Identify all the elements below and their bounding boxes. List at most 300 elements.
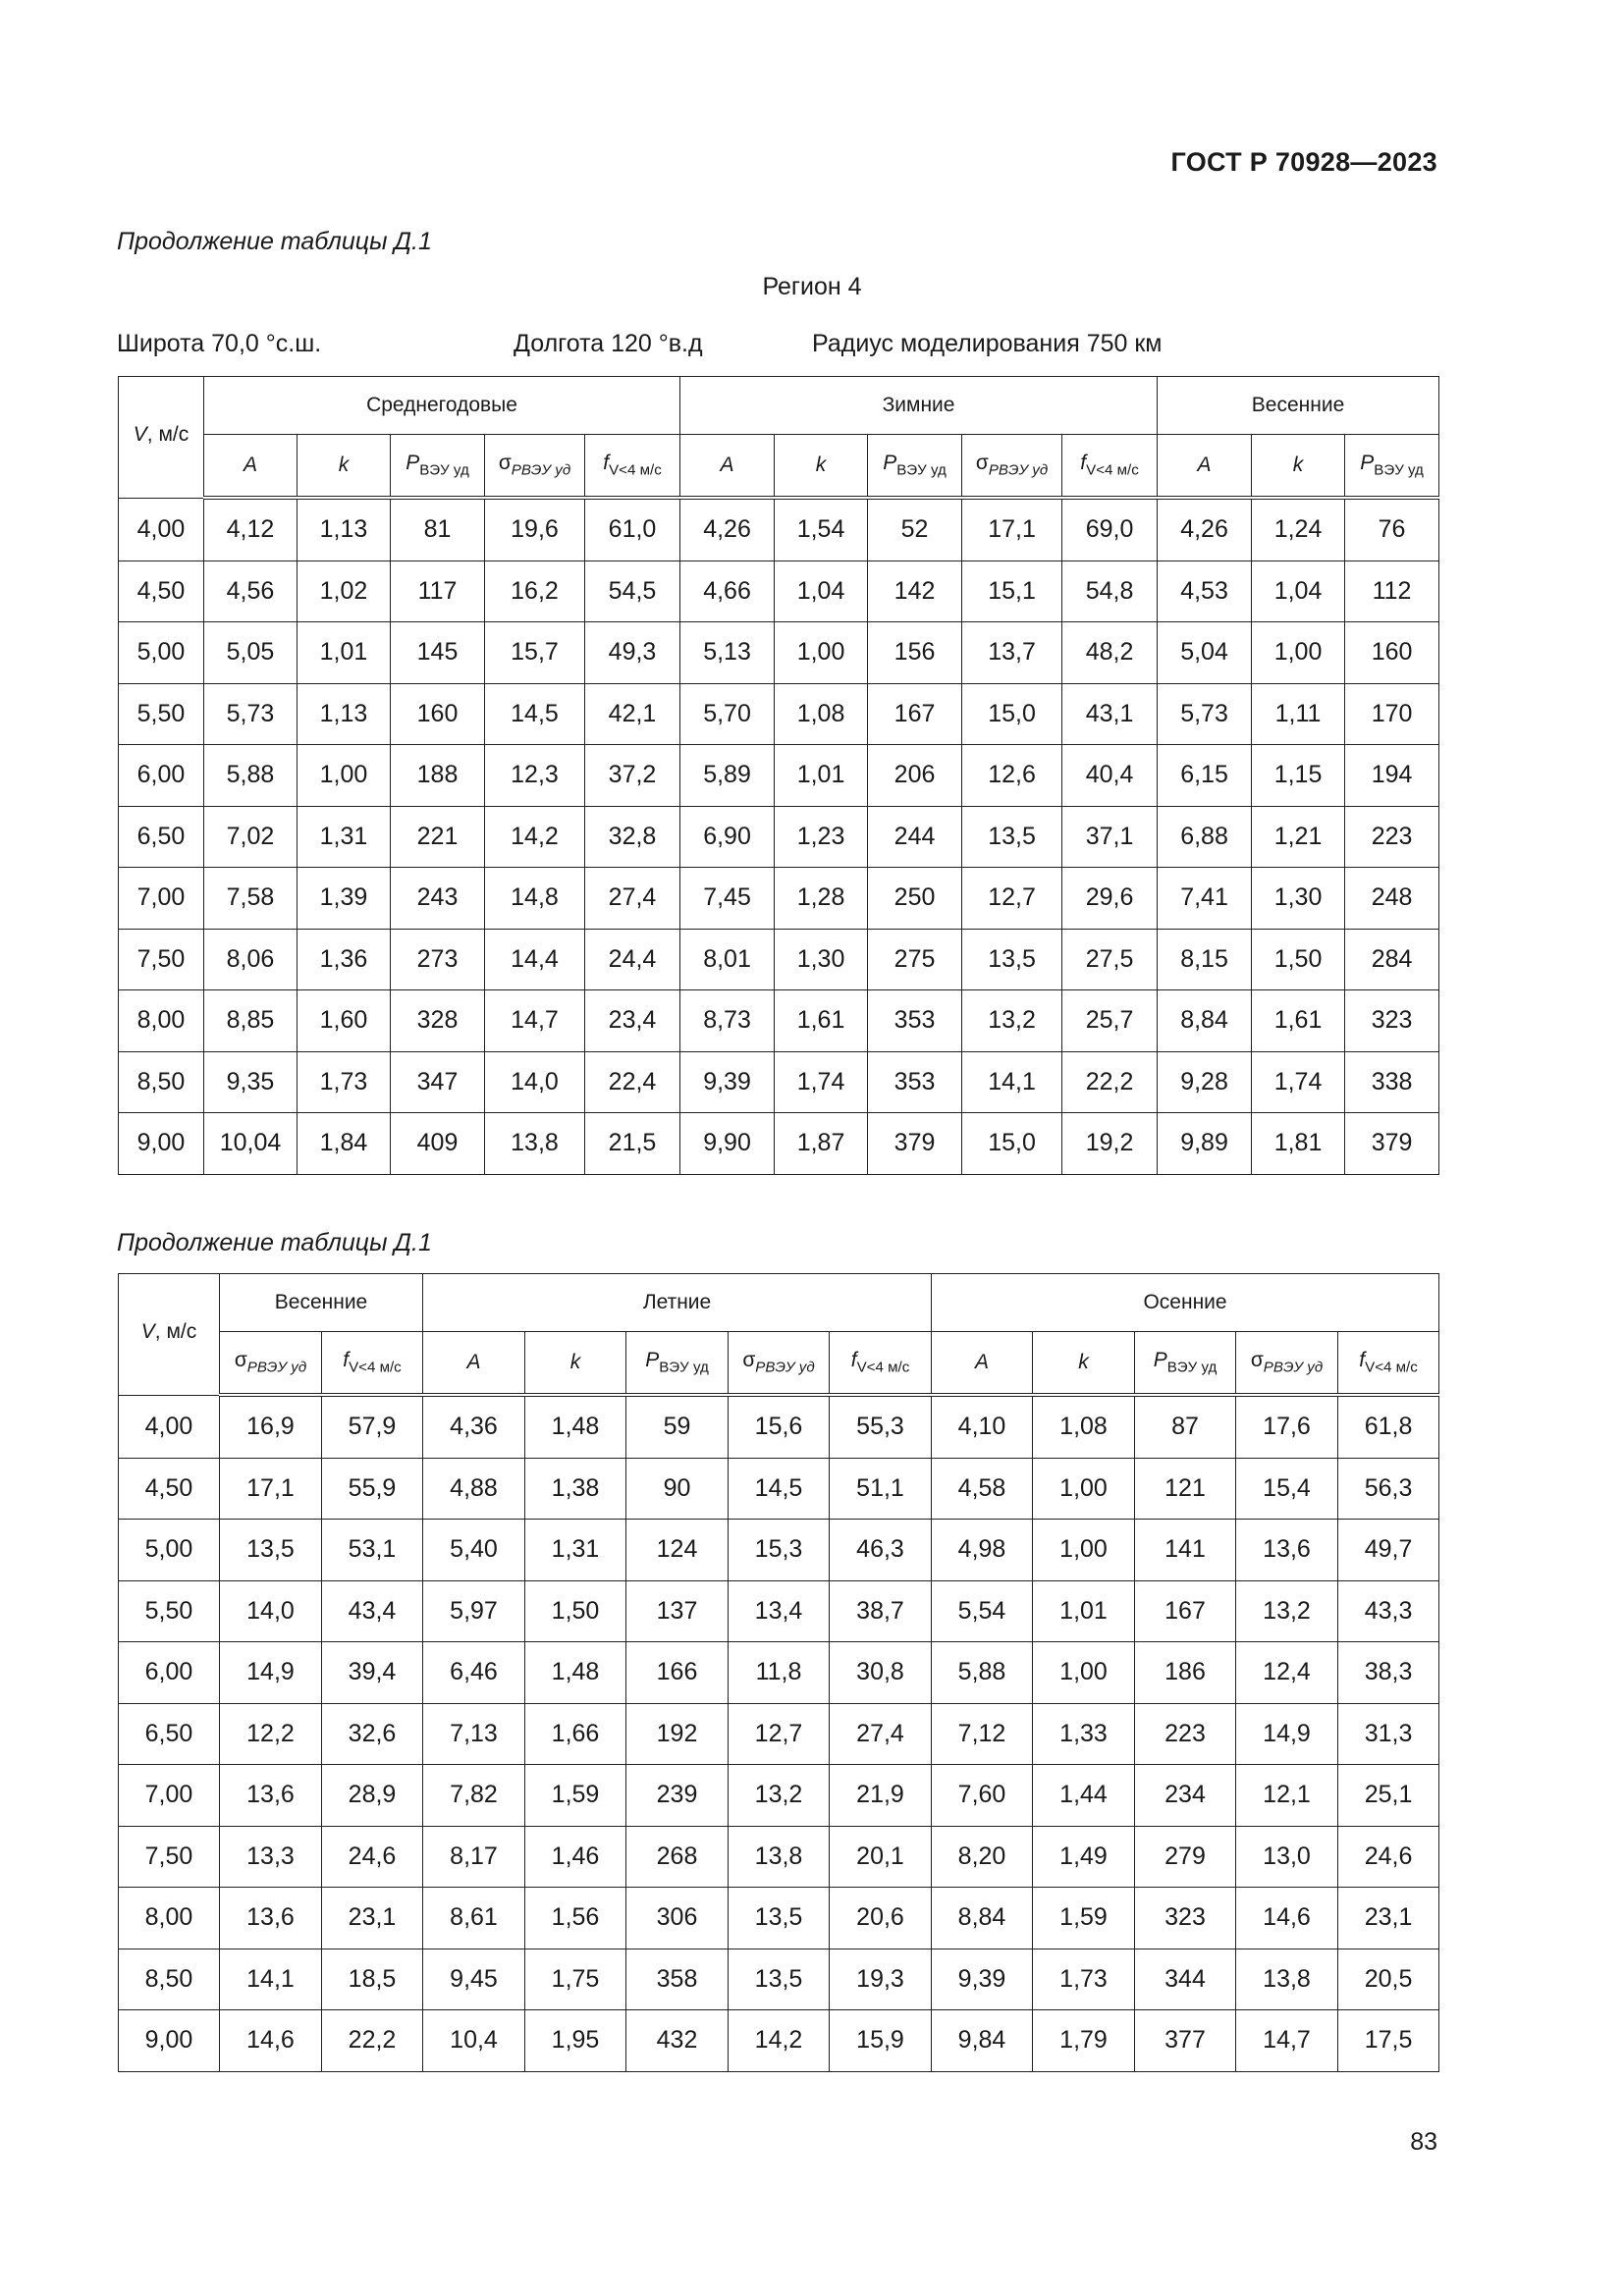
table-cell: 4,10 [932,1395,1033,1458]
header-p: $P_{ВЭУ уд}$ [1345,435,1439,499]
group-header-annual: Среднегодовые [204,377,680,435]
table-cell: 194 [1345,745,1439,807]
table-cell: 10,4 [423,2010,525,2072]
table-cell: 160 [1345,622,1439,684]
wind-speed-cell: 8,50 [119,1051,204,1113]
table-cell: 1,44 [1033,1765,1135,1827]
table-cell: 24,6 [322,1826,423,1888]
table-cell: 5,04 [1158,622,1252,684]
table-cell: 323 [1345,990,1439,1052]
header-f: $f_{V<4 м/с}$ [585,435,680,499]
table-cell: 323 [1135,1888,1236,1949]
table-row [119,806,1439,868]
table-cell: 353 [868,1051,962,1113]
table-cell: 9,39 [932,1949,1033,2010]
table-cell: 10,04 [204,1113,298,1175]
table-cell: 14,1 [962,1051,1062,1113]
table-cell: 1,61 [775,990,868,1052]
table-cell: 1,73 [1033,1949,1135,2010]
table-cell: 13,6 [220,1765,322,1827]
table-cell: 15,0 [962,1113,1062,1175]
header-f: $f_{V<4 м/с}$ [830,1332,932,1396]
table-cell: 25,1 [1338,1765,1439,1827]
table-cell: 40,4 [1062,745,1158,807]
table-cell: 13,2 [729,1765,830,1827]
table-cell: 13,2 [962,990,1062,1052]
table-cell: 13,7 [962,622,1062,684]
wind-speed-cell: 4,00 [119,1395,220,1458]
table-cell: 142 [868,561,962,622]
table-row [119,498,1439,561]
table-cell: 12,3 [485,745,585,807]
table-cell: 19,6 [485,498,585,561]
wind-speed-cell: 6,50 [119,806,204,868]
table-row [119,868,1439,930]
table-cell: 223 [1345,806,1439,868]
header-f: $f_{V<4 м/с}$ [1062,435,1158,499]
table-cell: 19,2 [1062,1113,1158,1175]
table-cell: 1,81 [1252,1113,1345,1175]
table-cell: 23,1 [322,1888,423,1949]
table-cell: 4,66 [680,561,775,622]
table-cell: 14,6 [220,2010,322,2072]
table-cell: 358 [626,1949,729,2010]
table-cell: 4,26 [1158,498,1252,561]
table-cell: 1,23 [775,806,868,868]
table-cell: 5,89 [680,745,775,807]
wind-table-2 [118,1273,1439,2072]
table-cell: 14,9 [1236,1703,1338,1765]
table-cell: 46,3 [830,1520,932,1581]
table-cell: 1,59 [1033,1888,1135,1949]
table-cell: 69,0 [1062,498,1158,561]
table-cell: 5,73 [1158,683,1252,745]
table-cell: 1,50 [525,1580,626,1642]
header-k: k [775,435,868,499]
wind-speed-cell: 7,00 [119,868,204,930]
table-cell: 13,8 [1236,1949,1338,2010]
header-sigma: $\sigma_{PВЭУ уд}$ [729,1332,830,1396]
table-cell: 39,4 [322,1642,423,1704]
table-cell: 1,00 [1033,1642,1135,1704]
table-cell: 273 [391,929,485,990]
table-cell: 1,56 [525,1888,626,1949]
table-row [119,622,1439,684]
table-cell: 14,0 [485,1051,585,1113]
table-cell: 284 [1345,929,1439,990]
table-cell: 1,38 [525,1458,626,1520]
table-cell: 5,73 [204,683,298,745]
table-cell: 250 [868,868,962,930]
table-cell: 55,9 [322,1458,423,1520]
table-cell: 22,2 [322,2010,423,2072]
table-cell: 49,7 [1338,1520,1439,1581]
table-cell: 432 [626,2010,729,2072]
table-cell: 51,1 [830,1458,932,1520]
table-cell: 27,4 [585,868,680,930]
table-cell: 1,21 [1252,806,1345,868]
wind-speed-cell: 6,00 [119,745,204,807]
table-cell: 5,88 [204,745,298,807]
table-cell: 17,5 [1338,2010,1439,2072]
table-cell: 1,46 [525,1826,626,1888]
table-cell: 5,54 [932,1580,1033,1642]
table-cell: 1,01 [1033,1580,1135,1642]
region-title: Регион 4 [762,273,862,300]
table-cell: 12,7 [962,868,1062,930]
table-cell: 121 [1135,1458,1236,1520]
table-cell: 1,08 [1033,1395,1135,1458]
table-cell: 1,01 [775,745,868,807]
table-cell: 12,2 [220,1703,322,1765]
table-cell: 4,88 [423,1458,525,1520]
table-cell: 223 [1135,1703,1236,1765]
table-cell: 14,5 [485,683,585,745]
table-cell: 16,9 [220,1395,322,1458]
table-cell: 1,36 [298,929,391,990]
table-row [119,1051,1439,1113]
table-cell: 18,5 [322,1949,423,2010]
table-cell: 6,90 [680,806,775,868]
table-cell: 1,00 [1252,622,1345,684]
table-cell: 5,05 [204,622,298,684]
table-cell: 4,26 [680,498,775,561]
wind-speed-cell: 5,00 [119,1520,220,1581]
document-number: ГОСТ Р 70928—2023 [1170,147,1437,177]
table-cell: 7,13 [423,1703,525,1765]
table-cell: 8,85 [204,990,298,1052]
table-cell: 112 [1345,561,1439,622]
table-cell: 1,87 [775,1113,868,1175]
header-p: $P_{ВЭУ уд}$ [391,435,485,499]
table-cell: 54,8 [1062,561,1158,622]
table-cell: 8,84 [1158,990,1252,1052]
table-cell: 1,33 [1033,1703,1135,1765]
header-sigma: $\sigma_{PВЭУ уд}$ [220,1332,322,1396]
table2-body [119,1395,1439,2071]
header-a: A [423,1332,525,1396]
table-cell: 1,00 [1033,1458,1135,1520]
table-cell: 9,84 [932,2010,1033,2072]
header-a: A [1158,435,1252,499]
table-cell: 31,3 [1338,1703,1439,1765]
header-a: A [204,435,298,499]
table-cell: 1,50 [1252,929,1345,990]
table-cell: 29,6 [1062,868,1158,930]
table-cell: 13,6 [220,1888,322,1949]
table-cell: 21,9 [830,1765,932,1827]
table-cell: 145 [391,622,485,684]
table-cell: 1,11 [1252,683,1345,745]
table-cell: 170 [1345,683,1439,745]
table-cell: 7,02 [204,806,298,868]
table-row [119,1520,1439,1581]
table-cell: 15,9 [830,2010,932,2072]
table-cell: 13,5 [729,1888,830,1949]
table-row [119,1113,1439,1175]
table-cell: 15,6 [729,1395,830,1458]
table-cell: 15,1 [962,561,1062,622]
table-cell: 1,31 [525,1520,626,1581]
table-cell: 28,9 [322,1765,423,1827]
table-cell: 192 [626,1703,729,1765]
latitude-label: Широта 70,0 °с.ш. [117,330,322,357]
table-cell: 4,58 [932,1458,1033,1520]
table-row [119,1826,1439,1888]
table-cell: 14,5 [729,1458,830,1520]
table-cell: 7,45 [680,868,775,930]
table-cell: 22,4 [585,1051,680,1113]
header-sigma: $\sigma_{PВЭУ уд}$ [485,435,585,499]
table-cell: 4,36 [423,1395,525,1458]
header-f: $f_{V<4 м/с}$ [1338,1332,1439,1396]
table-cell: 15,7 [485,622,585,684]
table-cell: 1,04 [1252,561,1345,622]
table-cell: 23,4 [585,990,680,1052]
table-row [119,1703,1439,1765]
radius-label: Радиус моделирования 750 км [812,330,1163,357]
wind-speed-cell: 6,50 [119,1703,220,1765]
table-cell: 248 [1345,868,1439,930]
table-cell: 338 [1345,1051,1439,1113]
table-row [119,683,1439,745]
table-cell: 76 [1345,498,1439,561]
table-cell: 137 [626,1580,729,1642]
table-cell: 9,28 [1158,1051,1252,1113]
table-cell: 1,00 [298,745,391,807]
table-cell: 7,82 [423,1765,525,1827]
table-row [119,1949,1439,2010]
table-cell: 54,5 [585,561,680,622]
table-cell: 61,0 [585,498,680,561]
table-cell: 409 [391,1113,485,1175]
table-cell: 14,0 [220,1580,322,1642]
table-cell: 347 [391,1051,485,1113]
table-cell: 9,35 [204,1051,298,1113]
table-cell: 13,5 [220,1520,322,1581]
table-row [119,1458,1439,1520]
table-cell: 16,2 [485,561,585,622]
table-cell: 12,6 [962,745,1062,807]
table-cell: 13,5 [962,806,1062,868]
table-cell: 1,30 [775,929,868,990]
table-cell: 1,54 [775,498,868,561]
table-cell: 8,06 [204,929,298,990]
table-cell: 14,4 [485,929,585,990]
table-cell: 7,60 [932,1765,1033,1827]
table-cell: 1,66 [525,1703,626,1765]
group-header-winter: Зимние [680,377,1158,435]
table-cell: 5,88 [932,1642,1033,1704]
table-cell: 1,01 [298,622,391,684]
table-cell: 244 [868,806,962,868]
table-cell: 9,45 [423,1949,525,2010]
wind-speed-cell: 7,50 [119,929,204,990]
table-cell: 13,3 [220,1826,322,1888]
table-cell: 5,13 [680,622,775,684]
table-cell: 37,2 [585,745,680,807]
table-cell: 17,6 [1236,1395,1338,1458]
table-cell: 5,70 [680,683,775,745]
table-cell: 1,24 [1252,498,1345,561]
table-cell: 12,7 [729,1703,830,1765]
table-cell: 8,73 [680,990,775,1052]
table-cell: 43,4 [322,1580,423,1642]
table-cell: 1,60 [298,990,391,1052]
group-header-spring: Весенние [1158,377,1439,435]
table-cell: 52 [868,498,962,561]
table-cell: 48,2 [1062,622,1158,684]
table-cell: 160 [391,683,485,745]
table-cell: 8,17 [423,1826,525,1888]
table-cell: 57,9 [322,1395,423,1458]
table-cell: 1,59 [525,1765,626,1827]
table-cell: 9,89 [1158,1113,1252,1175]
table-cell: 19,3 [830,1949,932,2010]
table-cell: 13,6 [1236,1520,1338,1581]
wind-speed-cell: 9,00 [119,1113,204,1175]
header-v: V, м/с [119,1274,220,1396]
table-cell: 1,73 [298,1051,391,1113]
table-cell: 4,53 [1158,561,1252,622]
table-cell: 87 [1135,1395,1236,1458]
table1-body [119,498,1439,1174]
table-cell: 20,6 [830,1888,932,1949]
table-cell: 20,1 [830,1826,932,1888]
table-cell: 1,28 [775,868,868,930]
table-cell: 14,7 [485,990,585,1052]
table-row [119,2010,1439,2072]
table-cell: 279 [1135,1826,1236,1888]
table-cell: 344 [1135,1949,1236,2010]
wind-speed-cell: 7,50 [119,1826,220,1888]
table-cell: 17,1 [220,1458,322,1520]
table-row [119,929,1439,990]
header-a: A [932,1332,1033,1396]
table-cell: 353 [868,990,962,1052]
table-cell: 1,84 [298,1113,391,1175]
table-cell: 239 [626,1765,729,1827]
wind-table-1 [118,376,1439,1175]
table-cell: 21,5 [585,1113,680,1175]
table-cell: 32,8 [585,806,680,868]
table-cell: 1,15 [1252,745,1345,807]
table-cell: 23,1 [1338,1888,1439,1949]
table-cell: 156 [868,622,962,684]
table-cell: 5,40 [423,1520,525,1581]
wind-speed-cell: 6,00 [119,1642,220,1704]
wind-speed-cell: 8,00 [119,1888,220,1949]
table-cell: 14,2 [729,2010,830,2072]
table-cell: 243 [391,868,485,930]
page-number: 83 [1410,2128,1437,2156]
table-cell: 6,15 [1158,745,1252,807]
table-cell: 17,1 [962,498,1062,561]
table-row [119,745,1439,807]
header-k: k [1033,1332,1135,1396]
table-cell: 186 [1135,1642,1236,1704]
table-cell: 328 [391,990,485,1052]
wind-speed-cell: 5,50 [119,1580,220,1642]
wind-speed-cell: 9,00 [119,2010,220,2072]
table-cell: 55,3 [830,1395,932,1458]
longitude-label: Долгота 120 °в.д [514,330,703,357]
table-cell: 14,9 [220,1642,322,1704]
table-row [119,1395,1439,1458]
table-cell: 13,5 [962,929,1062,990]
table-cell: 1,13 [298,498,391,561]
table-cell: 1,48 [525,1395,626,1458]
table-cell: 7,58 [204,868,298,930]
wind-speed-cell: 4,00 [119,498,204,561]
table-cell: 7,41 [1158,868,1252,930]
wind-speed-cell: 5,50 [119,683,204,745]
table-cell: 13,4 [729,1580,830,1642]
table-cell: 6,46 [423,1642,525,1704]
header-p: $P_{ВЭУ уд}$ [868,435,962,499]
table-cell: 1,79 [1033,2010,1135,2072]
table-cell: 5,97 [423,1580,525,1642]
table-cell: 61,8 [1338,1395,1439,1458]
table-cell: 30,8 [830,1642,932,1704]
wind-speed-cell: 4,50 [119,1458,220,1520]
table-cell: 8,20 [932,1826,1033,1888]
table-cell: 8,01 [680,929,775,990]
header-f: $f_{V<4 м/с}$ [322,1332,423,1396]
header-sigma: $\sigma_{PВЭУ уд}$ [1236,1332,1338,1396]
table-cell: 188 [391,745,485,807]
table-cell: 27,5 [1062,929,1158,990]
table-cell: 1,04 [775,561,868,622]
table-cell: 12,1 [1236,1765,1338,1827]
table-row [119,1888,1439,1949]
table-cell: 42,1 [585,683,680,745]
table-cell: 25,7 [1062,990,1158,1052]
table-cell: 141 [1135,1520,1236,1581]
table-cell: 1,48 [525,1642,626,1704]
table-cell: 166 [626,1642,729,1704]
table-cell: 379 [1345,1113,1439,1175]
table-cell: 24,6 [1338,1826,1439,1888]
table-cell: 8,61 [423,1888,525,1949]
table-cell: 14,8 [485,868,585,930]
table-cell: 1,61 [1252,990,1345,1052]
table-cell: 59 [626,1395,729,1458]
wind-speed-cell: 8,00 [119,990,204,1052]
table-cell: 49,3 [585,622,680,684]
table-cell: 14,6 [1236,1888,1338,1949]
table-cell: 1,74 [775,1051,868,1113]
table-cell: 221 [391,806,485,868]
table-cell: 14,7 [1236,2010,1338,2072]
table-cell: 7,12 [932,1703,1033,1765]
table-cell: 15,0 [962,683,1062,745]
table-cell: 377 [1135,2010,1236,2072]
table-cell: 37,1 [1062,806,1158,868]
table-cell: 167 [1135,1580,1236,1642]
table-cell: 124 [626,1520,729,1581]
table-cell: 1,00 [1033,1520,1135,1581]
table-row [119,990,1439,1052]
table-cell: 38,3 [1338,1642,1439,1704]
table-cell: 9,39 [680,1051,775,1113]
wind-speed-cell: 8,50 [119,1949,220,2010]
table-cell: 1,74 [1252,1051,1345,1113]
group-header-spring: Весенние [220,1274,423,1332]
table-cell: 1,02 [298,561,391,622]
table-cell: 1,49 [1033,1826,1135,1888]
table-cell: 11,8 [729,1642,830,1704]
